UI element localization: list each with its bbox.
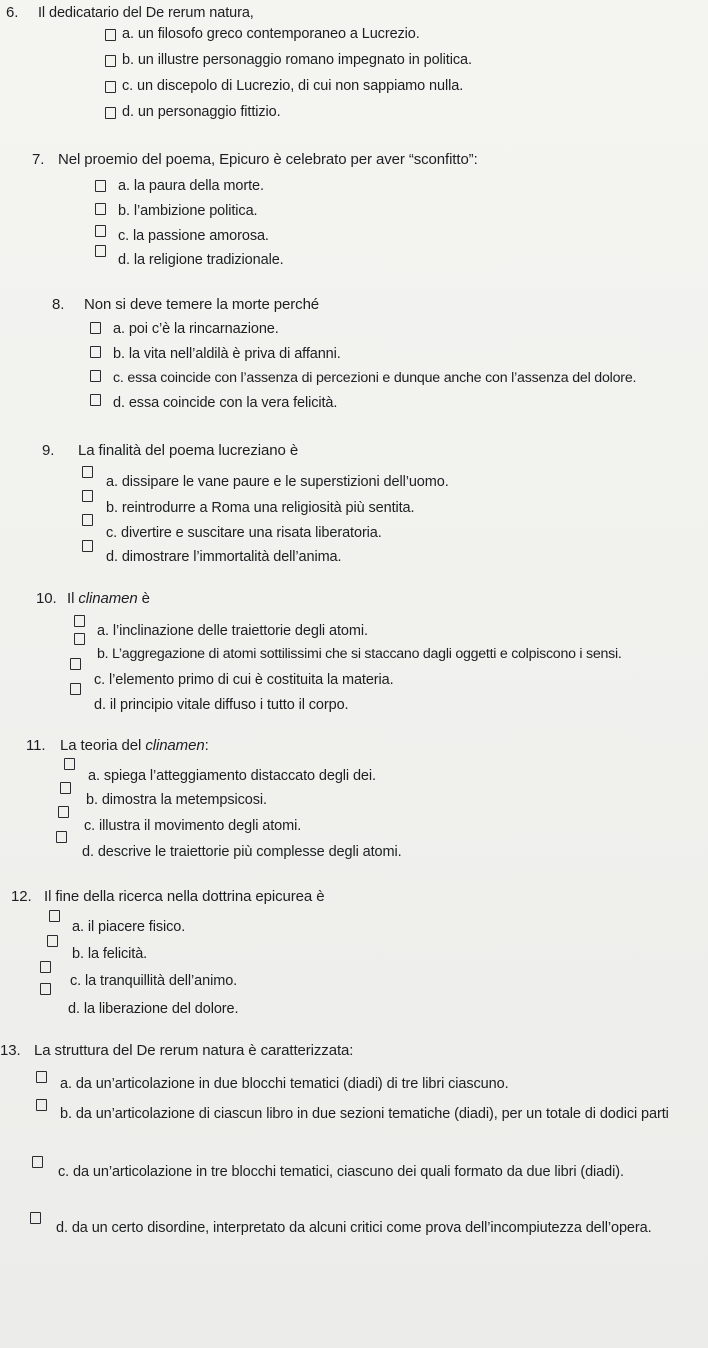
answer-checkbox[interactable] [47,935,58,947]
answer-option: a. un filosofo greco contemporaneo a Lucrezio. [122,26,420,42]
answer-option: a. dissipare le vane paure e le superstizioni dell’uomo. [106,474,449,490]
answer-option: b. da un’articolazione di ciascun libro in due sezioni tematiche (diadi), per un totale di dodici parti [60,1106,669,1122]
answer-checkbox[interactable] [70,683,81,695]
question-number: 10. [36,590,57,607]
answer-checkbox[interactable] [56,831,67,843]
answer-option: c. essa coincide con l’assenza di percezioni e dunque anche con l’assenza del dolore. [113,370,637,386]
answer-option: a. la paura della morte. [118,178,264,194]
answer-option: d. il principio vitale diffuso i tutto il corpo. [94,697,349,713]
answer-checkbox[interactable] [90,370,101,382]
question-prompt: La teoria del clinamen: [60,737,209,754]
question-number: 8. [52,296,65,313]
answer-checkbox[interactable] [95,245,106,257]
answer-checkbox[interactable] [58,806,69,818]
answer-option: c. da un’articolazione in tre blocchi tematici, ciascuno dei quali formato da due libri (diadi). [58,1164,624,1180]
answer-checkbox[interactable] [90,346,101,358]
answer-checkbox[interactable] [36,1099,47,1111]
answer-checkbox[interactable] [74,615,85,627]
question-prompt: Nel proemio del poema, Epicuro è celebrato per aver “sconfitto”: [58,151,478,168]
answer-option: b. L’aggregazione di atomi sottilissimi che si staccano dagli oggetti e colpiscono i sensi. [97,646,622,662]
answer-checkbox[interactable] [64,758,75,770]
answer-option: b. la felicità. [72,946,148,962]
answer-checkbox[interactable] [30,1212,41,1224]
answer-checkbox[interactable] [40,983,51,995]
question-prompt: Il fine della ricerca nella dottrina epicurea è [44,888,325,905]
answer-option: c. la passione amorosa. [118,228,269,244]
answer-option: d. la liberazione del dolore. [68,1001,239,1017]
answer-checkbox[interactable] [82,514,93,526]
answer-checkbox[interactable] [90,322,101,334]
question-prompt: Il clinamen è [67,590,150,607]
answer-checkbox[interactable] [90,394,101,406]
answer-checkbox[interactable] [82,466,93,478]
answer-checkbox[interactable] [105,29,116,41]
answer-checkbox[interactable] [49,910,60,922]
question-number: 6. [6,4,19,21]
question-prompt: La struttura del De rerum natura è caratterizzata: [34,1042,354,1059]
answer-option: d. un personaggio fittizio. [122,104,281,120]
answer-option: a. da un’articolazione in due blocchi tematici (diadi) di tre libri ciascuno. [60,1076,509,1092]
answer-checkbox[interactable] [82,490,93,502]
question-prompt: Non si deve temere la morte perché [84,296,320,313]
question-number: 13. [0,1042,21,1059]
question-prompt: Il dedicatario del De rerum natura, [38,5,254,21]
answer-option: a. spiega l’atteggiamento distaccato degli dei. [88,768,376,784]
question-prompt: La finalità del poema lucreziano è [78,442,299,459]
question-number: 7. [32,151,45,168]
answer-option: d. essa coincide con la vera felicità. [113,395,338,411]
answer-checkbox[interactable] [95,203,106,215]
question-number: 11. [26,737,46,754]
answer-checkbox[interactable] [70,658,81,670]
answer-option: c. un discepolo di Lucrezio, di cui non sappiamo nulla. [122,78,464,94]
answer-checkbox[interactable] [82,540,93,552]
answer-checkbox[interactable] [95,180,106,192]
answer-option: b. la vita nell’aldilà è priva di affanni. [113,346,341,362]
answer-option: b. l’ambizione politica. [118,203,258,219]
answer-option: c. l’elemento primo di cui è costituita la materia. [94,672,394,688]
answer-checkbox[interactable] [95,225,106,237]
answer-checkbox[interactable] [60,782,71,794]
answer-checkbox[interactable] [36,1071,47,1083]
question-number: 9. [42,442,55,459]
answer-checkbox[interactable] [32,1156,43,1168]
answer-checkbox[interactable] [105,55,116,67]
answer-option: a. poi c’è la rincarnazione. [113,321,279,337]
answer-option: b. reintrodurre a Roma una religiosità più sentita. [106,500,415,516]
answer-option: b. dimostra la metempsicosi. [86,792,267,808]
answer-option: c. la tranquillità dell’animo. [70,973,238,989]
answer-option: d. dimostrare l’immortalità dell’anima. [106,549,342,565]
answer-checkbox[interactable] [105,81,116,93]
answer-option: c. divertire e suscitare una risata liberatoria. [106,525,382,541]
answer-option: a. l’inclinazione delle traiettorie degli atomi. [97,623,368,639]
answer-checkbox[interactable] [74,633,85,645]
question-number: 12. [11,888,32,905]
answer-option: d. da un certo disordine, interpretato da alcuni critici come prova dell’incompiutezza dell’opera. [56,1220,652,1236]
answer-option: c. illustra il movimento degli atomi. [84,818,302,834]
answer-option: a. il piacere fisico. [72,919,186,935]
answer-option: d. descrive le traiettorie più complesse degli atomi. [82,844,402,860]
answer-option: d. la religione tradizionale. [118,252,284,268]
answer-option: b. un illustre personaggio romano impegnato in politica. [122,52,472,68]
answer-checkbox[interactable] [105,107,116,119]
answer-checkbox[interactable] [40,961,51,973]
